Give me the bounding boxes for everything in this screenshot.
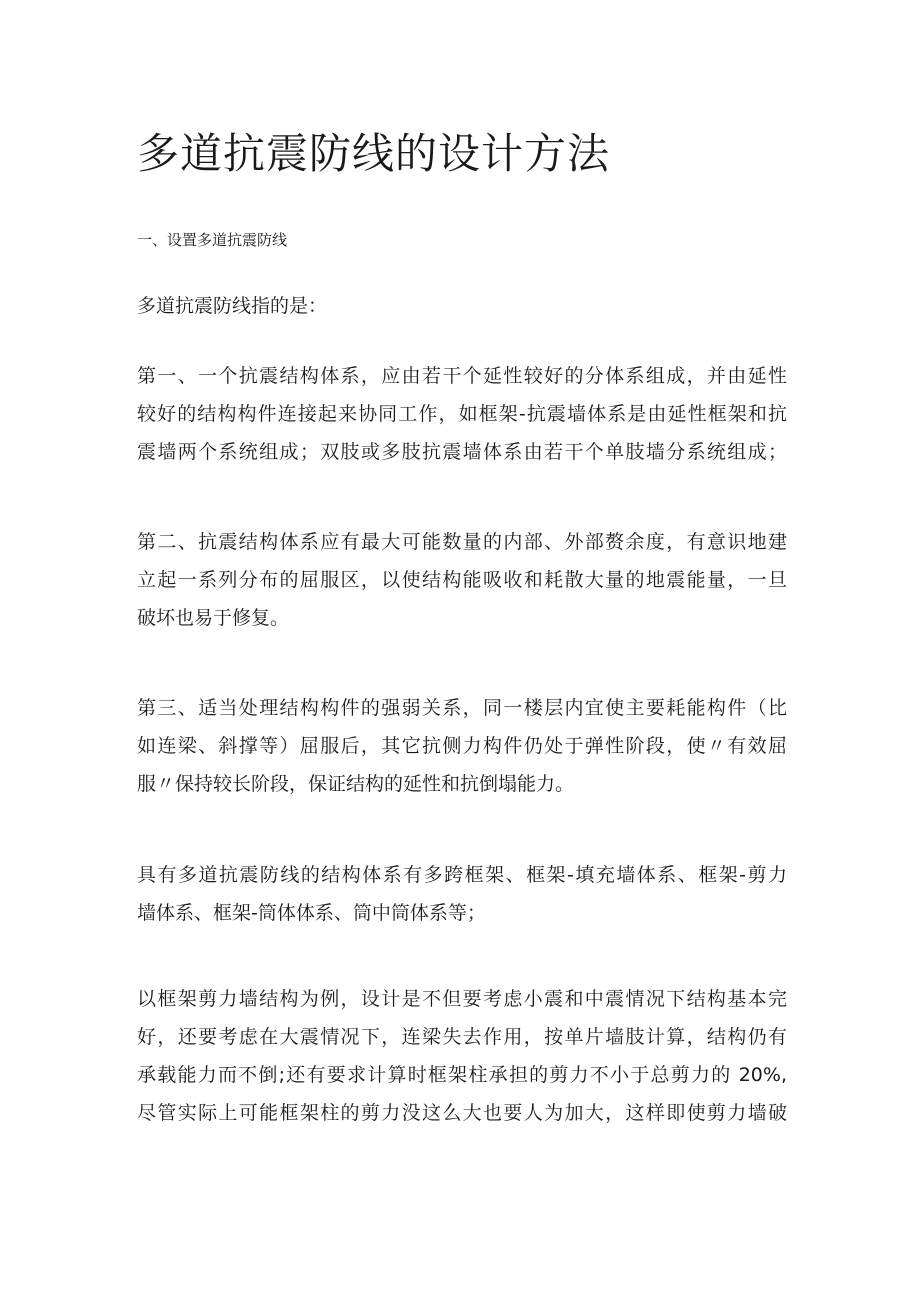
paragraph-line: 较好的结构构件连接起来协同工作，如框架-抗震墙体系是由延性框架和抗 — [137, 403, 787, 425]
paragraph-line: 多道抗震防线指的是： — [137, 295, 328, 317]
paragraph-second — [137, 523, 787, 637]
paragraph-line: 好，还要考虑在大震情况下，连梁失去作用，按单片墙肢计算，结构仍有 — [137, 1026, 787, 1048]
paragraph-line: 如连梁、斜撑等）屈服后，其它抗侧力构件仍处于弹性阶段，使〃有效屈 — [137, 735, 787, 757]
paragraph-systems — [137, 856, 787, 932]
paragraph-line: 服〃保持较长阶段，保证结构的延性和抗倒塌能力。 — [137, 773, 575, 795]
paragraph-line: 尽管实际上可能框架柱的剪力没这么大也要人为加大，这样即使剪力墙破 — [137, 1102, 787, 1124]
paragraph-line: 第一、一个抗震结构体系，应由若干个延性较好的分体系组成，并由延性 — [137, 365, 787, 387]
paragraph-line: 立起一系列分布的屈服区，以使结构能吸收和耗散大量的地震能量，一旦 — [137, 569, 787, 591]
document-title: 多道抗震防线的设计方法 — [137, 129, 611, 178]
paragraph-line: 第二、抗震结构体系应有最大可能数量的内部、外部赘余度，有意识地建 — [137, 531, 787, 553]
paragraph-line: 承载能力而不倒;还有要求计算时框架柱承担的剪力不小于总剪力的 20%, — [137, 1064, 787, 1086]
paragraph-line: 震墙两个系统组成；双肢或多肢抗震墙体系由若干个单肢墙分系统组成； — [137, 441, 787, 463]
paragraph-intro — [137, 287, 787, 325]
paragraph-line: 破坏也易于修复。 — [137, 607, 290, 629]
paragraph-line: 以框架剪力墙结构为例，设计是不但要考虑小震和中震情况下结构基本完 — [137, 988, 787, 1010]
paragraph-line: 墙体系、框架-筒体体系、筒中筒体系等； — [137, 902, 486, 924]
paragraph-first — [137, 357, 787, 471]
section-heading: 一、设置多道抗震防线 — [137, 231, 288, 249]
paragraph-example — [137, 980, 787, 1132]
paragraph-line: 第三、适当处理结构构件的强弱关系，同一楼层内宜使主要耗能构件（比 — [137, 697, 787, 719]
paragraph-line: 具有多道抗震防线的结构体系有多跨框架、框架-填充墙体系、框架-剪力 — [137, 864, 787, 886]
paragraph-third — [137, 689, 787, 803]
